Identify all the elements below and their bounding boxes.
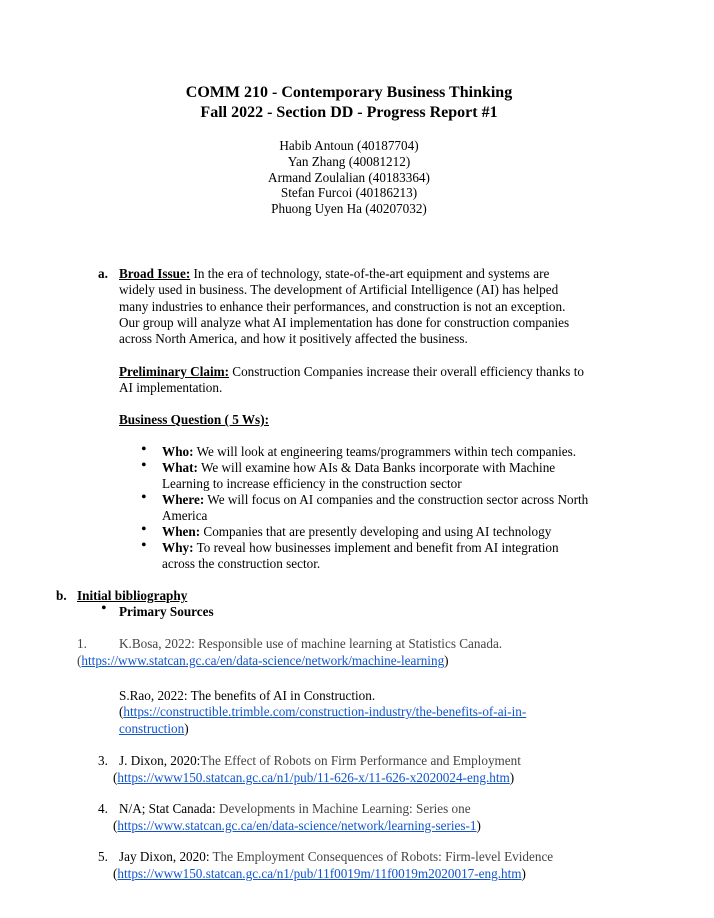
preliminary-claim-label: Preliminary Claim: (119, 364, 229, 379)
ws-item-why: Why: To reveal how businesses implement and benefit from AI integration across the construction sector. (162, 540, 559, 572)
ref-5-link[interactable]: https://www150.statcan.gc.ca/n1/pub/11f0019m/11f0019m2020017-eng.htm (117, 866, 522, 881)
ref-1-text: K.Bosa, 2022: Responsible use of machine learning at Statistics Canada. (119, 636, 503, 651)
ref-4-link-line: (https://www.statcan.gc.ca/en/data-science/network/learning-series-1) (113, 818, 481, 833)
ref-2-link-continued[interactable]: construction (119, 720, 185, 736)
author: Habib Antoun (40187704) (279, 138, 419, 153)
ws-item-who: Who: We will look at engineering teams/programmers within tech companies. (162, 444, 577, 459)
author: Stefan Furcoi (40186213) (280, 185, 418, 201)
ref-1-link[interactable]: https://www.statcan.gc.ca/en/data-science/network/machine-learning (81, 653, 445, 668)
author: Yan Zhang (40081212) (287, 153, 411, 169)
bullet-icon: • (141, 489, 147, 506)
broad-issue-label: Broad Issue: (119, 266, 191, 281)
ref-3-text: J. Dixon, 2020:The Effect of Robots on Firm Performance and Employment (119, 753, 521, 768)
business-question-label: Business Question ( 5 Ws): (119, 412, 269, 427)
ref-3-number: 3. (98, 753, 108, 768)
preliminary-claim-paragraph: Preliminary Claim: Construction Companies increase their overall efficiency thanks to AI implementation. (119, 364, 584, 396)
report-title-line2: Fall 2022 - Section DD - Progress Report #1 (200, 104, 498, 121)
bullet-icon: • (141, 537, 147, 554)
author: Phuong Uyen Ha (40207032) (271, 201, 427, 217)
bullet-icon: • (101, 600, 107, 617)
author: Armand Zoulalian (40183364) (268, 169, 430, 185)
ref-2: S.Rao, 2022: The benefits of AI in Construction. (https://constructible.trimble.com/construction-industry/the-benefits-of-ai-in- construction) (119, 688, 527, 736)
ws-item-where: Where: We will focus on AI companies and the construction sector across North America (162, 492, 589, 524)
ref-3-link[interactable]: https://www150.statcan.gc.ca/n1/pub/11-626-x/11-626-x2020024-eng.htm (117, 770, 510, 785)
ref-1-link-line: (https://www.statcan.gc.ca/en/data-science/network/machine-learning) (77, 653, 449, 668)
author-list (0, 138, 698, 217)
broad-issue-paragraph: Broad Issue: In the era of technology, state-of-the-art equipment and systems are widely used in business. The development of Artificial Intelligence (AI) has helped many industries to enhance their performances, and construction is not an exception. Our group will analyze what AI implementation has done for construction companies across North America, and how it positively affected the business. (119, 266, 570, 347)
ws-item-when: When: Companies that are presently developing and using AI technology (162, 524, 552, 539)
ref-5-text: Jay Dixon, 2020: The Employment Consequences of Robots: Firm-level Evidence (119, 849, 554, 864)
section-a-marker: a. (98, 266, 108, 281)
report-title-line1: COMM 210 - Contemporary Business Thinking (185, 84, 513, 101)
ref-2-text: S.Rao, 2022: The benefits of AI in Construction. (119, 688, 376, 703)
ref-4-text: N/A; Stat Canada: Developments in Machine Learning: Series one (119, 801, 471, 816)
section-b-marker: b. (56, 588, 67, 603)
ref-2-link[interactable]: https://constructible.trimble.com/construction-industry/the-benefits-of-ai-in- (123, 704, 527, 720)
bullet-icon: • (141, 457, 147, 474)
bullet-icon: • (141, 521, 147, 538)
ref-5-link-line: (https://www150.statcan.gc.ca/n1/pub/11f0019m/11f0019m2020017-eng.htm) (113, 866, 526, 881)
primary-sources-label: Primary Sources (119, 604, 214, 619)
ref-5-number: 5. (98, 849, 108, 864)
ref-4-number: 4. (98, 801, 108, 816)
bibliography-heading: Initial bibliography (77, 588, 188, 603)
bullet-icon: • (141, 441, 147, 458)
ws-item-what: What: We will examine how AIs & Data Banks incorporate with Machine Learning to increase efficiency in the construction sector (162, 460, 556, 492)
ref-3-link-line: (https://www150.statcan.gc.ca/n1/pub/11-626-x/11-626-x2020024-eng.htm) (113, 770, 515, 785)
ref-4-link[interactable]: https://www.statcan.gc.ca/en/data-science/network/learning-series-1 (117, 818, 477, 833)
ref-1-number: 1. (77, 636, 87, 651)
